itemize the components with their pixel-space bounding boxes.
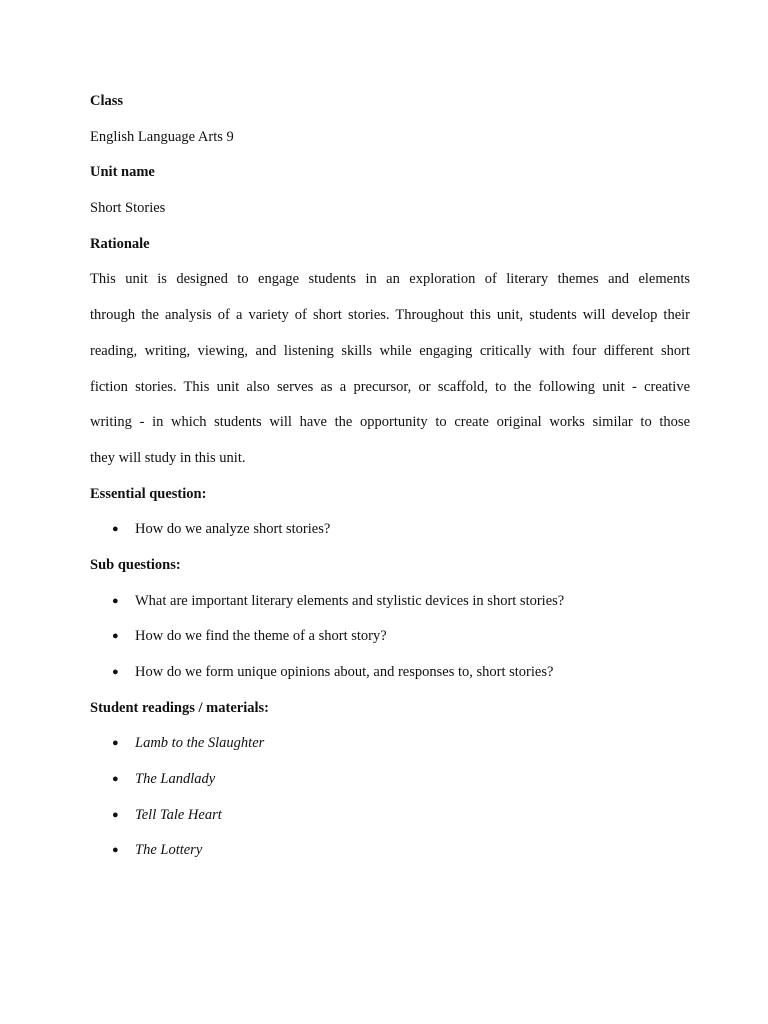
bullet-icon: ● bbox=[112, 808, 119, 821]
bullet-icon: ● bbox=[112, 594, 119, 607]
list-item bbox=[90, 762, 690, 798]
document-content bbox=[90, 84, 690, 869]
list-item bbox=[90, 798, 690, 834]
bullet-icon: ● bbox=[112, 523, 119, 536]
list-item bbox=[90, 655, 690, 691]
bullet-icon: ● bbox=[112, 844, 119, 857]
sub-questions-list bbox=[90, 584, 690, 691]
reading-title: The Lottery bbox=[135, 842, 203, 859]
class-heading: Class bbox=[90, 93, 124, 109]
list-item-text: How do we find the theme of a short story? bbox=[135, 628, 387, 645]
readings-list bbox=[90, 726, 690, 869]
rationale-line: fiction stories. This unit also serves as a precursor, or scaffold, to the following unit - creative bbox=[90, 378, 690, 395]
list-item-text: How do we form unique opinions about, and responses to, short stories? bbox=[135, 664, 554, 680]
reading-title: Tell Tale Heart bbox=[135, 806, 222, 823]
list-item bbox=[90, 726, 690, 762]
unit-name-heading: Unit name bbox=[90, 164, 155, 181]
bullet-icon: ● bbox=[112, 666, 119, 678]
reading-title: Lamb to the Slaughter bbox=[135, 735, 265, 752]
list-item-text: What are important literary elements and stylistic devices in short stories? bbox=[135, 592, 565, 609]
list-item bbox=[90, 512, 690, 548]
list-item bbox=[90, 584, 690, 620]
class-value: English Language Arts 9 bbox=[90, 128, 234, 145]
bullet-icon: ● bbox=[112, 630, 119, 643]
readings-heading: Student readings / materials: bbox=[90, 699, 269, 716]
essential-question-list bbox=[90, 512, 690, 548]
rationale-line: they will study in this unit. bbox=[90, 449, 246, 466]
rationale-line: This unit is designed to engage students in an exploration of literary themes and elements bbox=[90, 271, 690, 288]
list-item-text: How do we analyze short stories? bbox=[135, 521, 331, 538]
rationale-line: through the analysis of a variety of short stories. Throughout this unit, students will develop their bbox=[90, 307, 690, 324]
sub-questions-heading: Sub questions: bbox=[90, 556, 181, 573]
rationale-line: reading, writing, viewing, and listening skills while engaging critically with four different short bbox=[90, 342, 690, 359]
unit-name-value: Short Stories bbox=[90, 200, 166, 217]
rationale-paragraph bbox=[90, 262, 690, 476]
essential-question-heading: Essential question: bbox=[90, 485, 207, 502]
reading-title: The Landlady bbox=[135, 771, 216, 788]
rationale-heading: Rationale bbox=[90, 235, 150, 252]
bullet-icon: ● bbox=[112, 737, 119, 750]
rationale-line: writing - in which students will have the opportunity to create original works similar to those bbox=[90, 414, 690, 431]
list-item bbox=[90, 833, 690, 869]
list-item bbox=[90, 619, 690, 655]
bullet-icon: ● bbox=[112, 773, 119, 786]
